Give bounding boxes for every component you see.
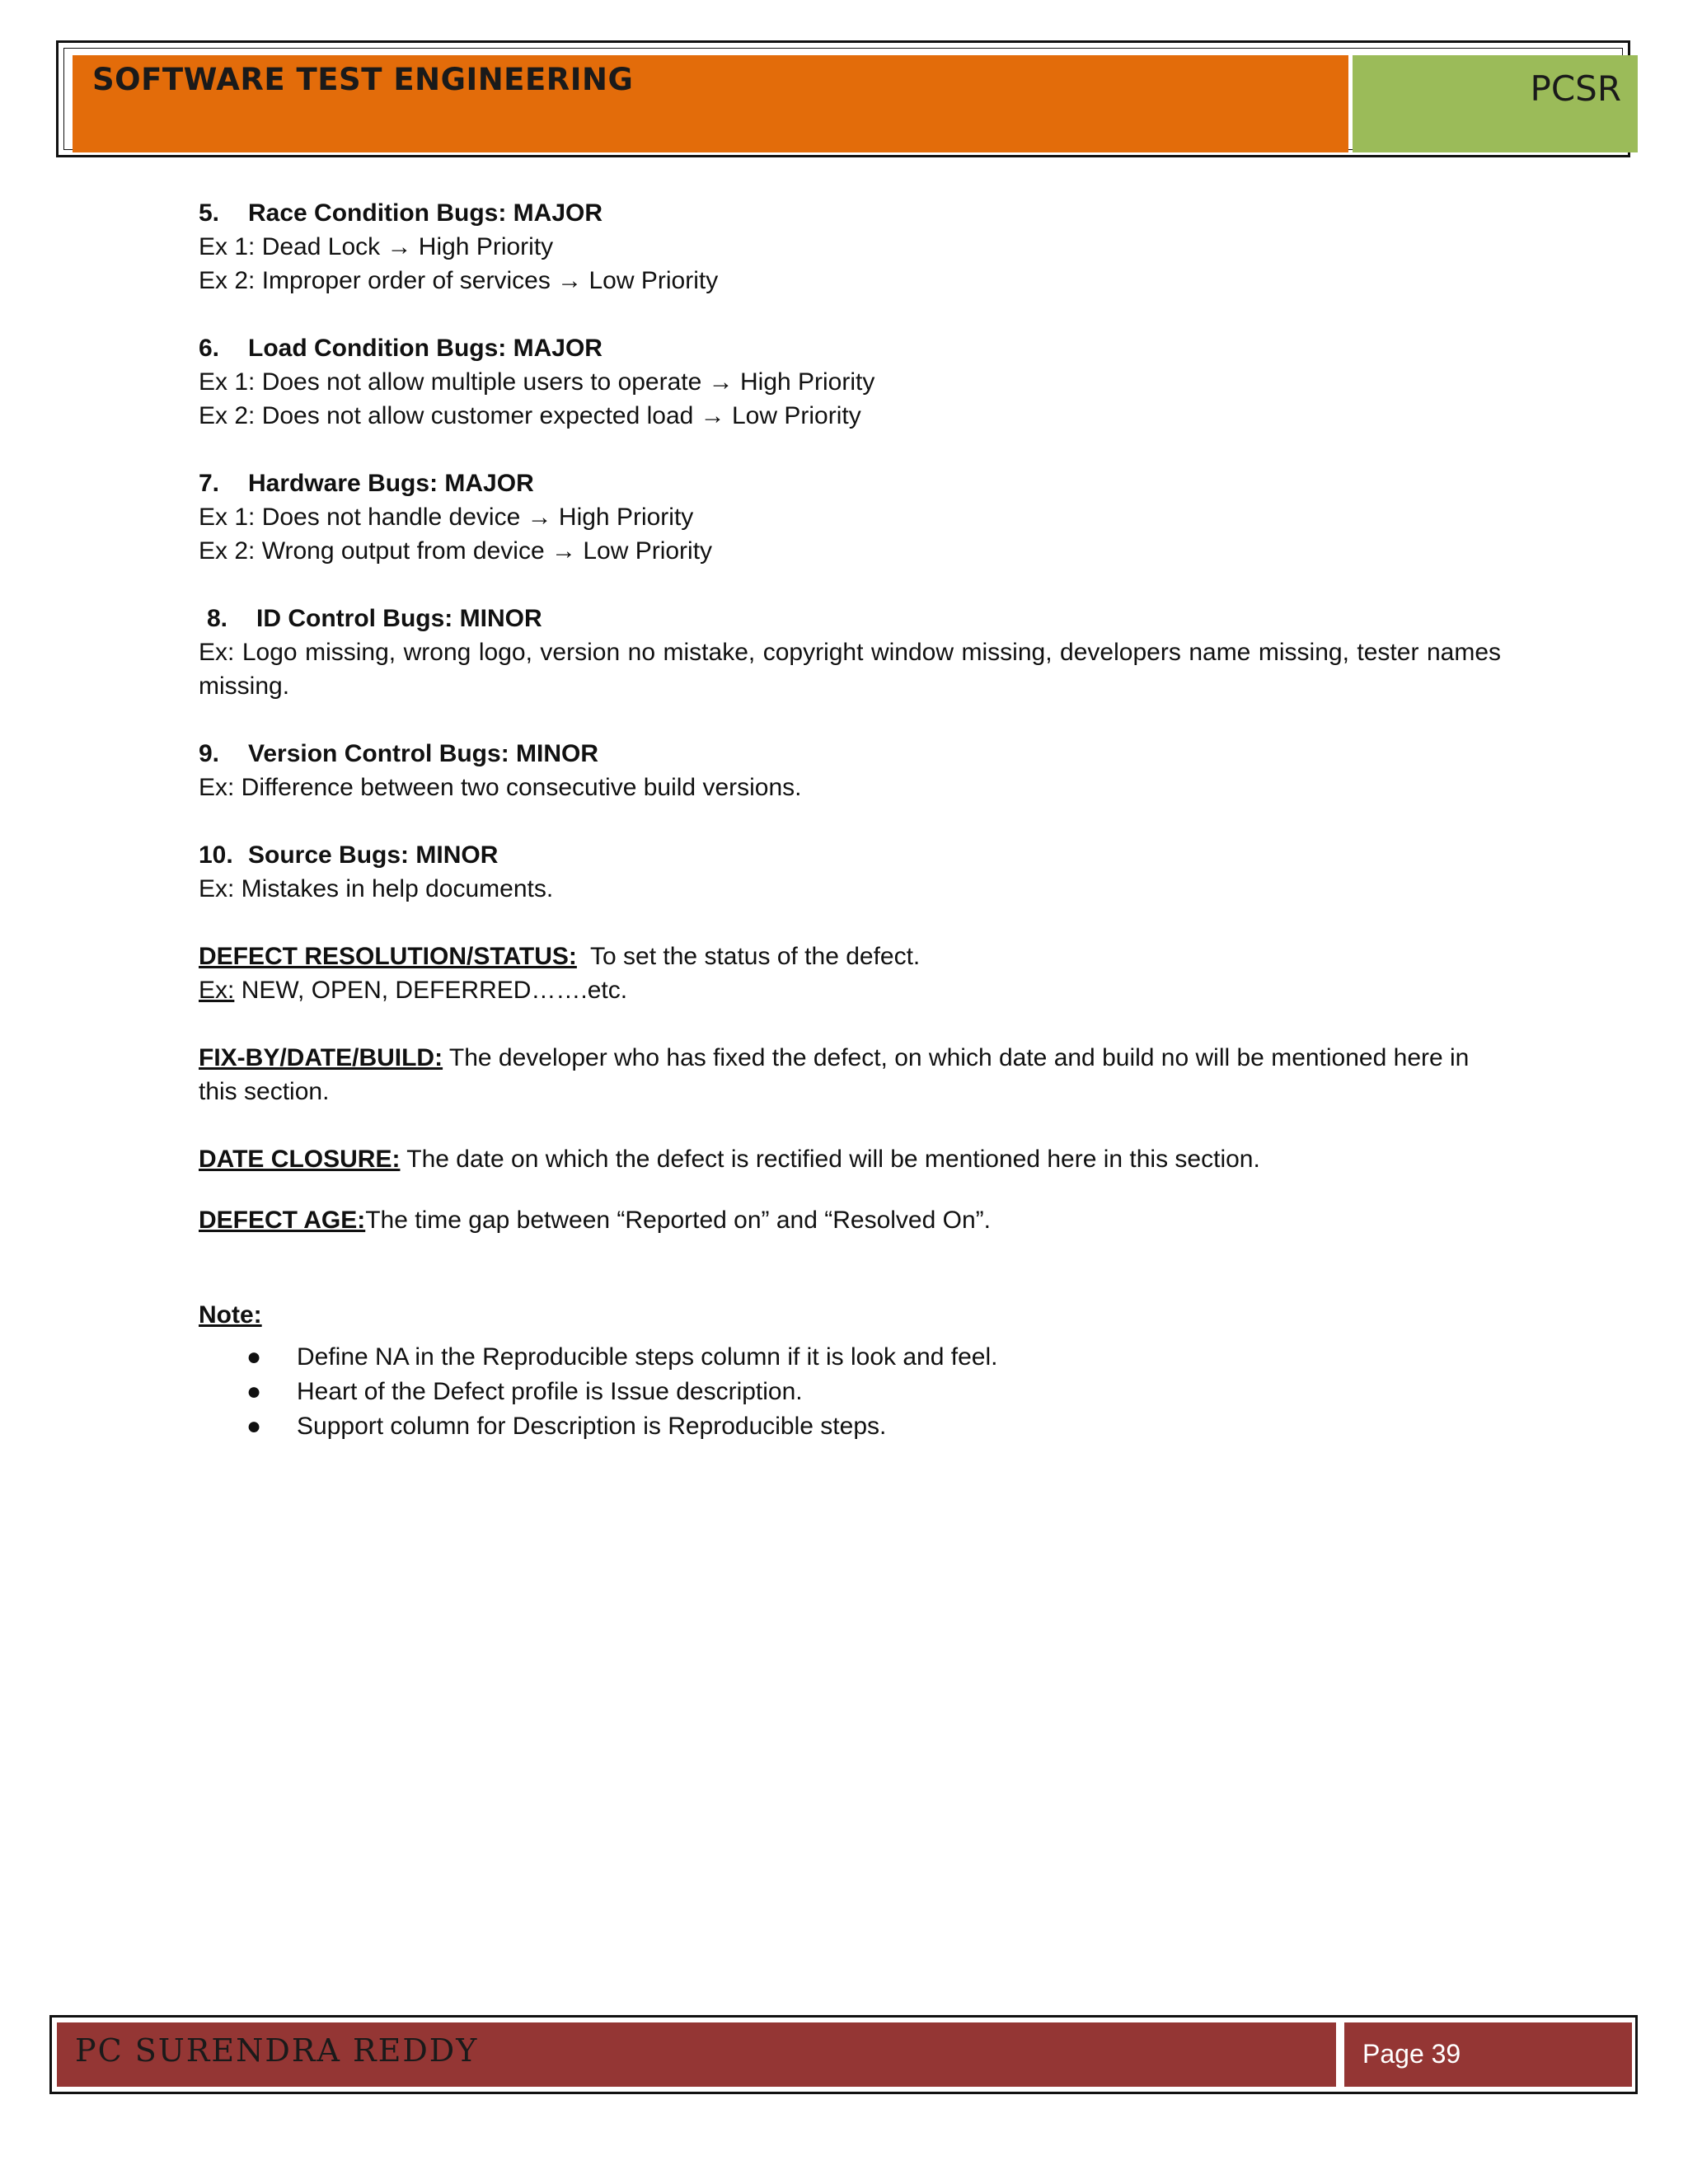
header-code-cell [1353,55,1638,152]
page-content [199,196,1501,1444]
fix-by-text: The developer who has fixed the defect, on which date and build no will be mentioned here in this section. [199,1044,1470,1105]
header-code: PCSR [1530,68,1621,109]
defect-age-section [199,1203,1501,1237]
bug-example: Ex 2: Does not allow customer expected load → Low Priority [199,402,861,429]
note-title: Note: [199,1301,262,1329]
footer-page-cell [1344,2022,1632,2087]
bullet-icon: ● [246,1343,262,1371]
defect-age-text: The time gap between “Reported on” and “Resolved On”. [365,1207,991,1234]
bug-type-title: Hardware Bugs: MAJOR [248,470,534,497]
bug-example: Ex 2: Wrong output from device → Low Priority [199,537,713,565]
bug-type-number: 8. [207,605,228,632]
bug-type-6 [199,331,1501,433]
bug-type-number: 7. [199,470,220,497]
bullet-icon: ● [246,1413,262,1440]
defect-resolution-line [199,940,1501,973]
bullet-icon: ● [246,1378,262,1405]
bug-type-7 [199,466,1501,568]
bug-example: Ex 2: Improper order of services → Low Priority [199,267,719,294]
bug-type-heading [199,466,1501,500]
bug-type-heading [199,331,1501,365]
defect-resolution-section [199,940,1501,1007]
date-closure-text: The date on which the defect is rectified will be mentioned here in this section. [406,1146,1260,1173]
bug-type-5 [199,196,1501,298]
bug-example: Ex: Logo missing, wrong logo, version no mistake, copyright window missing, developers name missing, tester names missing. [199,639,1501,700]
bug-example: Ex 1: Does not allow multiple users to operate → High Priority [199,368,875,396]
footer-author-cell [57,2022,1336,2087]
fix-by-section [199,1041,1501,1108]
note-item [199,1375,1501,1409]
header-title-cell [73,55,1348,152]
bug-example: Ex: Difference between two consecutive build versions. [199,774,802,801]
bug-example: Ex: Mistakes in help documents. [199,875,554,902]
bug-type-number: 10. [199,841,233,869]
bug-type-9 [199,737,1501,804]
bug-type-heading [199,196,1501,230]
bug-type-heading [199,602,1501,635]
date-closure-section [199,1142,1501,1176]
bug-example: Ex 1: Does not handle device → High Priority [199,504,694,531]
bug-type-title: Version Control Bugs: MINOR [248,740,599,767]
page-footer [49,2015,1638,2094]
defect-resolution-label: DEFECT RESOLUTION/STATUS: [199,943,577,970]
bug-type-number: 6. [199,335,220,362]
bug-type-title: Race Condition Bugs: MAJOR [248,199,603,227]
example-text: NEW, OPEN, DEFERRED…….etc. [241,977,628,1004]
page-number: Page 39 [1362,2039,1461,2069]
bug-type-title: Load Condition Bugs: MAJOR [248,335,603,362]
note-item-text: Support column for Description is Reproducible steps. [297,1413,887,1440]
bug-type-title: Source Bugs: MINOR [248,841,499,869]
defect-resolution-text: To set the status of the defect. [590,943,921,970]
bug-type-number: 9. [199,740,220,767]
bug-type-heading [199,838,1501,872]
page-header [56,40,1630,157]
defect-age-label: DEFECT AGE: [199,1207,366,1234]
header-title: SOFTWARE TEST ENGINEERING [92,62,634,97]
date-closure-label: DATE CLOSURE: [199,1146,401,1173]
defect-resolution-example [199,973,1501,1007]
bug-type-8 [199,602,1501,703]
note-list [199,1340,1501,1444]
header-inner-border [63,48,1623,150]
note-item [199,1340,1501,1375]
example-label: Ex: [199,977,235,1004]
note-item-text: Heart of the Defect profile is Issue description. [297,1378,803,1405]
fix-by-label: FIX-BY/DATE/BUILD: [199,1044,443,1071]
bug-type-title: ID Control Bugs: MINOR [256,605,542,632]
bug-type-heading [199,737,1501,771]
bug-type-number: 5. [199,199,220,227]
footer-author: PC SURENDRA REDDY [75,2032,479,2069]
note-item-text: Define NA in the Reproducible steps column if it is look and feel. [297,1343,998,1371]
bug-type-10 [199,838,1501,906]
bug-example: Ex 1: Dead Lock → High Priority [199,233,554,260]
note-item [199,1409,1501,1444]
